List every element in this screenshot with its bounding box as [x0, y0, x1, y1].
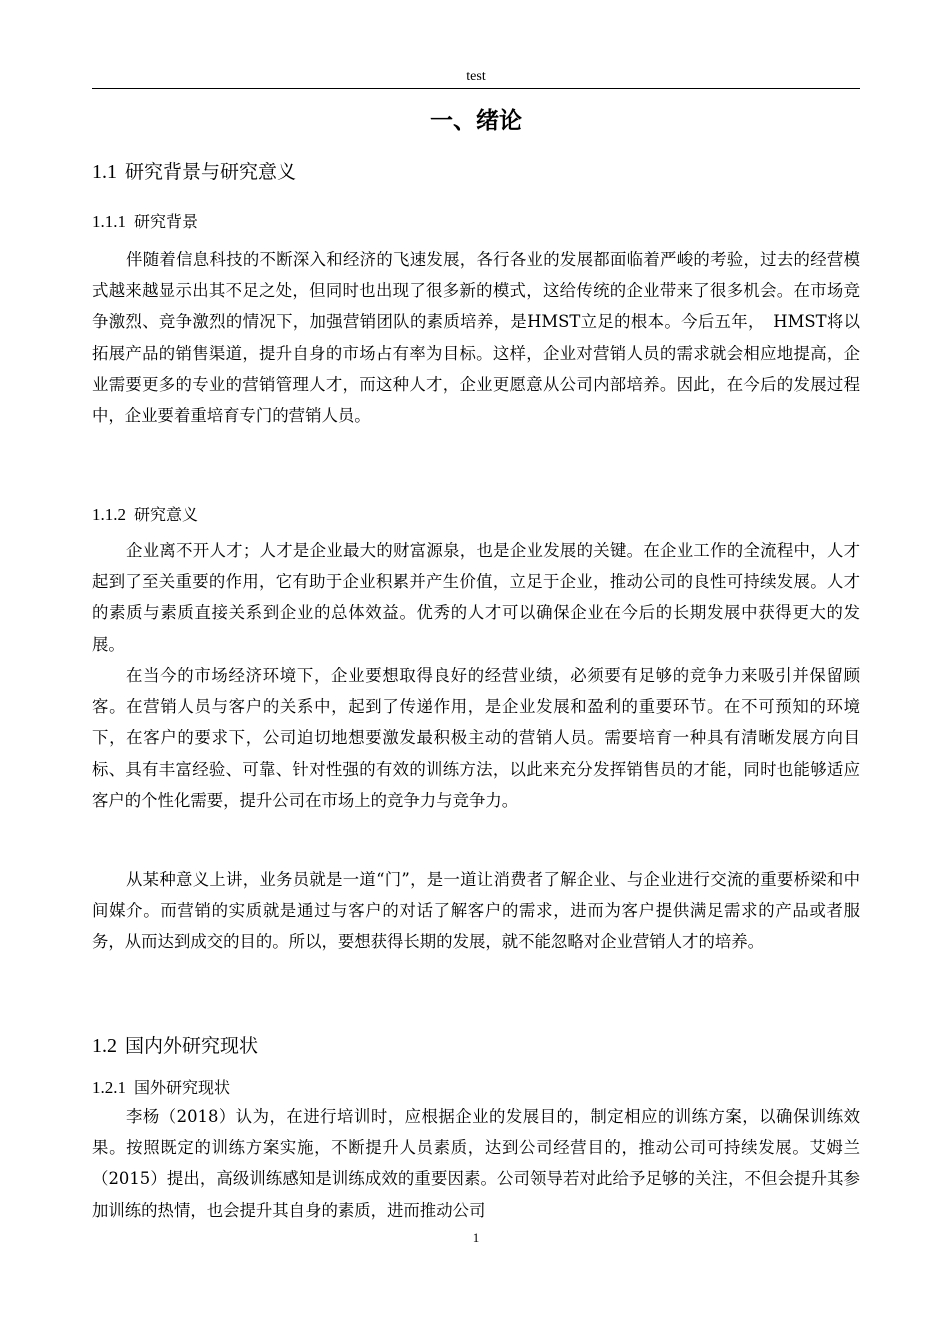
- subsection-title-text: 国外研究现状: [134, 1078, 231, 1097]
- paragraph-significance-1: 企业离不开人才；人才是企业最大的财富源泉，也是企业发展的关键。在企业工作的全流程中，人才起到了至关重要的作用，它有助于企业积累并产生价值，立足于企业，推动公司的良性可持续发展。人才的素质与素质直接关系到企业的总体效益。优秀的人才可以确保企业在今后的长期发展中获得更大的发展。: [92, 541, 860, 654]
- subsection-heading-1-1-2: [92, 503, 198, 527]
- paragraph-foreign-research: 李杨（2018）认为，在进行培训时，应根据企业的发展目的，制定相应的训练方案，以确保训练效果。按照既定的训练方案实施，不断提升人员素质，达到公司经营目的，推动公司可持续发展。艾姆兰（2015）提出，高级训练感知是训练成效的重要因素。公司领导若对此给予足够的关注，不但会提升其参加训练的热情，也会提升其自身的素质，进而推动公司: [92, 1107, 860, 1220]
- paragraph-research-background: 伴随着信息科技的不断深入和经济的飞速发展，各行各业的发展都面临着严峻的考验，过去的经营模式越来越显示出其不足之处，但同时也出现了很多新的模式，这给传统的企业带来了很多机会。在市场竞争激烈、竞争激烈的情况下，加强营销团队的素质培养，是HMST立足的根本。今后五年， HMST将以拓展产品的销售渠道，提升自身的市场占有率为目标。这样，企业对营销人员的需求就会相应地提高，企业需要更多的专业的营销管理人才，而这种人才，企业更愿意从公司内部培养。因此，在今后的发展过程中，企业要着重培育专门的营销人员。: [92, 250, 860, 426]
- page-header: test: [466, 69, 486, 84]
- subsection-number: 1.2.1: [92, 1078, 126, 1097]
- subsection-heading-1-2-1: [92, 1076, 230, 1100]
- subsection-number: 1.1.2: [92, 505, 126, 524]
- subsection-title-text: 研究意义: [134, 505, 199, 524]
- section-number: 1.2: [92, 1035, 117, 1057]
- document-page: [92, 0, 860, 1344]
- section-number: 1.1: [92, 161, 117, 183]
- paragraph-significance-2: 在当今的市场经济环境下，企业要想取得良好的经营业绩，必须要有足够的竞争力来吸引并保留顾客。在营销人员与客户的关系中，起到了传递作用，是企业发展和盈利的重要环节。在不可预知的环境下，在客户的要求下，公司迫切地想要激发最积极主动的营销人员。需要培育一种具有清晰发展方向目标、具有丰富经验、可靠、针对性强的有效的训练方法，以此来充分发挥销售员的才能，同时也能够适应客户的个性化需要，提升公司在市场上的竞争力与竞争力。: [92, 666, 860, 810]
- section-heading-1-2: [92, 1032, 258, 1060]
- section-title-text: 国内外研究现状: [125, 1035, 259, 1057]
- section-heading-1-1: [92, 158, 296, 186]
- paragraph-significance-3: 从某种意义上讲，业务员就是一道“门”，是一道让消费者了解企业、与企业进行交流的重要桥梁和中间媒介。而营销的实质就是通过与客户的对话了解客户的需求，进而为客户提供满足需求的产品或者服务，从而达到成交的目的。所以，要想获得长期的发展，就不能忽略对企业营销人才的培养。: [92, 870, 860, 952]
- header-rule: [92, 88, 860, 89]
- subsection-heading-1-1-1: [92, 210, 198, 234]
- chapter-title: 一、绪论: [430, 107, 522, 134]
- subsection-title-text: 研究背景: [134, 212, 199, 231]
- subsection-number: 1.1.1: [92, 212, 126, 231]
- page-number: 1: [472, 1230, 480, 1245]
- section-title-text: 研究背景与研究意义: [125, 161, 297, 183]
